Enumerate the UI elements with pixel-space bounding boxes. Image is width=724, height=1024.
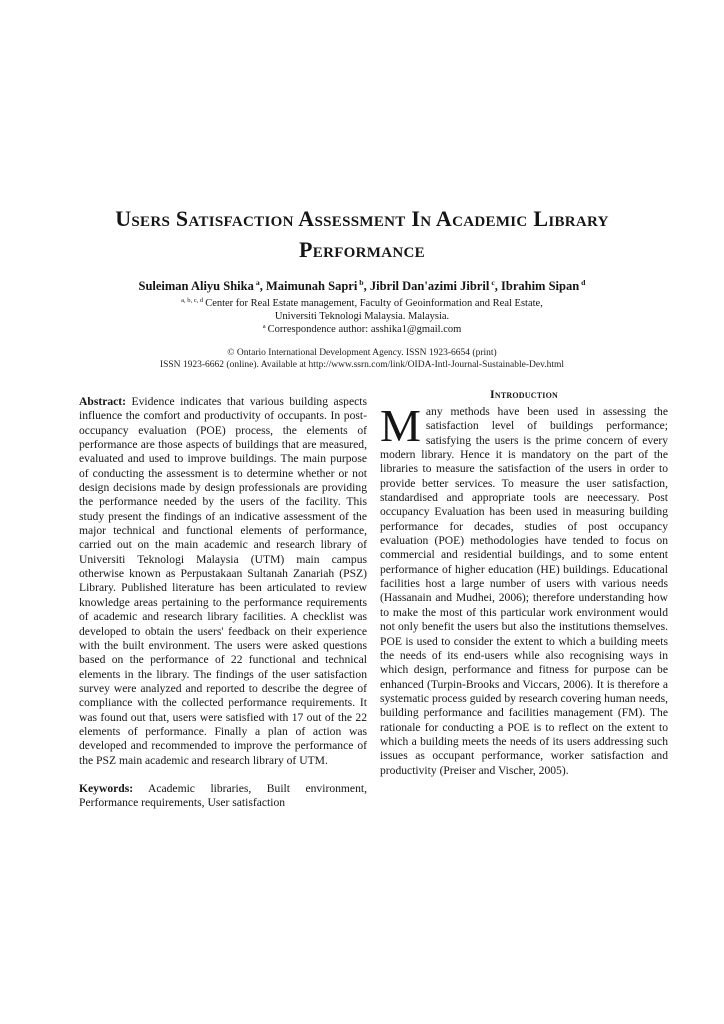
introduction-text: any methods have been used in assessing the satisfaction level of buildings performance; satisfying the users is the prime concern of every modern library. Hence it is mandatory on the part of the libraries to measure the satisfaction of the users in order to provide better services. To measure the user satisfaction, standardised and appropriate tools are neecessary. Post occupancy Evaluation has been used in measuring building performance for decades, studies of post occupancy evaluation (POE) methodologies have tended to focus on commercial and residential buildings, and to some entent performance of higher education (HE) buildings. Educational facilities host a large number of users with various needs (Hassanain and Mudhei, 2006); therefore understanding how to make the most of this particular work environment would not only benefit the users but also the institutions themselves. POE is used to consider the extent to which a building meets the needs of its end-users while also recognising ways in which design, performance and fitness for purpose can be enhanced (Turpin-Brooks and Viccars, 2006). It is therefore a systematic process guided by research covering human needs, building performance and facilities management (FM). The rationale for conducting a POE is to reflect on the extent to which a building meets the needs of its users addressing such issues as occupant performance, worker satisfaction and productivity (Preiser and Vischer, 2005).	[380, 405, 668, 777]
imprint-block	[0, 347, 724, 371]
author-name: Jibril Dan'azimi Jibril	[369, 279, 490, 293]
keywords-text: Academic libraries, Built environment, Performance requirements, User satisfaction	[79, 781, 367, 810]
keywords-paragraph	[79, 782, 367, 811]
author-separator: ,	[363, 279, 370, 293]
keywords-label: Keywords:	[79, 781, 134, 795]
drop-cap: M	[380, 400, 421, 451]
affiliation-block	[0, 297, 724, 336]
affiliation-line-1	[0, 297, 724, 310]
author-name: Ibrahim Sipan	[501, 279, 580, 293]
author-name: Suleiman Aliyu Shika	[138, 279, 254, 293]
author-separator: ,	[494, 279, 502, 293]
introduction-paragraph	[380, 400, 668, 778]
left-column	[79, 395, 367, 811]
correspondence-line	[0, 323, 724, 336]
affiliation-superscript: a, b, c, d	[181, 296, 204, 304]
author-separator: ,	[259, 279, 266, 293]
affiliation-line-2: Universiti Teknologi Malaysia. Malaysia.	[274, 311, 450, 322]
correspondence-superscript: a	[262, 322, 266, 330]
author-name: Maimunah Sapri	[265, 279, 358, 293]
authors-line	[0, 278, 724, 294]
correspondence-text: Correspondence author: asshika1@gmail.com	[267, 324, 462, 335]
imprint-line-2: ISSN 1923-6662 (online). Available at http://www.ssrn.com/link/OIDA-Intl-Journal-Sustainable-Dev.html	[159, 360, 565, 370]
page-title: Users Satisfaction Assessment In Academic Library Performance	[115, 206, 609, 262]
author-superscript: d	[581, 277, 586, 287]
affiliation-text: Center for Real Estate management, Faculty of Geoinformation and Real Estate,	[205, 298, 543, 309]
two-column-body	[0, 387, 724, 811]
abstract-text: Evidence indicates that various building aspects influence the comfort and productivity of occupants. In post-occupancy evaluation (POE) process, the elements of performance are those aspects of buildings that are measured, evaluated and used to improve buildings. The main purpose of conducting the assessment is to determine whether or not design decisions made by design professionals are providing the performance needed by the users of the facility. This study present the findings of an indicative assessment of the major technical and functional elements of performance, carried out on the main academic and research library of Universiti Teknologi Malaysia (UTM) main campus otherwise known as Perpustakaan Sultanah Zanariah (PSZ) Library. Published literature has been articulated to review knowledge areas pertaining to the performance requirements of academic and research library facilities. A checklist was developed to obtain the users' feedback on their experience with the built environment. The users were asked questions based on the performance of 22 functional and technical elements in the library. The findings of the user satisfaction survey were analyzed and reported to describe the degree of compliance with the collected performance requirements. It was found out that, users were satisfied with 17 out of the 22 elements of performance. Finally a plan of action was developed and recommended to improve the performance of the PSZ main academic and research library of UTM.	[79, 395, 367, 767]
introduction-heading: Introduction	[490, 387, 558, 401]
imprint-line-1: © Ontario International Development Agency. ISSN 1923-6654 (print)	[227, 348, 497, 358]
abstract-paragraph	[79, 395, 367, 768]
author-superscript: c	[491, 277, 495, 287]
right-column	[380, 387, 668, 811]
author-superscript: a	[255, 277, 260, 287]
abstract-label: Abstract:	[79, 395, 127, 408]
author-superscript: b	[359, 277, 364, 287]
